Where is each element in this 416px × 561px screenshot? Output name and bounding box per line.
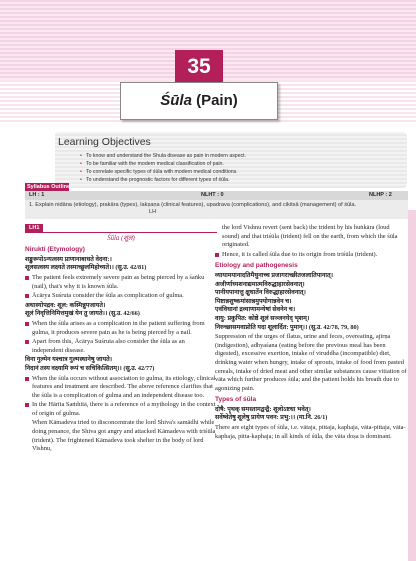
syllabus-item-code: LH [149, 209, 157, 215]
bullet-point: When the śūla occurs without association to gulma, its etiology, clinical features and treatment are described. The above reference clarifies that the śūla is a complication of gulma and an independent disease too. [25, 375, 217, 401]
syllabus-body [25, 200, 408, 219]
bullet-point: Hence, it is called śūla due to its origin from triśūla (trident). [215, 251, 407, 260]
types-heading: Types of śūla [215, 396, 257, 404]
syllabus-item: 1. Explain nidāna (etiology), prakāra (types), lakṣaṇa (clinical features), upadrava (complications), and cikitsā (management) of śūla. [29, 202, 357, 208]
bullet-point: Apart from this, Ācārya Suśruta also consider the śūla as an independent disease. [25, 338, 217, 355]
sanskrit-verse: सर्वेष्वेतेषु शूलेषु प्रायेण पवन: प्रभु:।। (मा.नि. 26/1) [215, 414, 328, 422]
bullet-point: In the Hārīta Saṁhitā, there is a reference of a mythology in the context of origin of gulma. [25, 401, 217, 418]
learning-objectives-title: Learning Objectives [58, 136, 151, 148]
sanskrit-verse: अथास्योपद्रव: शूल: कस्मिन्नुपजायते। [25, 301, 106, 309]
sanskrit-verse: विना गुल्मेन यश्चात्र गुल्मस्थानेषु जायते। [25, 356, 113, 364]
nirukti-heading: Nirukti (Etymology) [25, 246, 85, 254]
sanskrit-verse: पिष्टान्नशुष्कमांसान्नमुपयोगान्नवेन च। [215, 297, 292, 305]
objective-item: • To understand the prognostic factors for different types of śūla. [80, 176, 400, 184]
sanskrit-verse: पानीयपानात्तु क्षुधार्तेन विरुद्धाहारसेवनात्। [215, 289, 306, 297]
syllabus-outline-tab: Syllabus Outline [27, 184, 71, 190]
objective-item: • To be familiar with the modern medical classification of pain. [80, 160, 400, 168]
chapter-title [120, 82, 278, 120]
body-paragraph: the lord Vishnu revert (sent back) the trident by his huṅkāra (loud sound) and that triśūla (trident) fell on the earth, from which the śūla originated. [222, 224, 398, 249]
sanskrit-verse: शूलं निवृत्तिनिमित्तमुखं येन तु जायते।। (सु.उ. 42/66) [25, 310, 140, 318]
page-edge-gutter [408, 210, 416, 561]
bullet-point: The patient feels extremely severe pain as being pierced by a śaṅku (nail), that's why it is known śūla. [25, 274, 217, 291]
bullet-point: Ācārya Suśruta consider the śūla as complication of gulma. [25, 292, 217, 301]
objective-item: • To know and understand the Shula disease as pain in modern aspect. [80, 152, 400, 160]
sanskrit-verse: दोषै: पृथक् समस्तामद्वन्द्वै: शूलोऽष्टधा भवेत्। [215, 405, 311, 413]
bullet-point: When the śūla arises as a complication in the patient suffering from gulma, it produces severe pain as he is being pierced by a nail. [25, 320, 217, 337]
chapter-number: 35 [175, 50, 223, 84]
sanskrit-verse: व्यायामयानादतिमैथुनाच्च प्रजागराच्छीतजलातिपानात्। [215, 271, 334, 279]
syllabus-lh: LH : 1 [29, 192, 45, 198]
body-paragraph: When Kāmadeva tried to disconcentrate the lord Shiva's samādhi while doing penance, the Shiva got angry and attacked Kāmadeva with triśūla (trident). The frightened Kāmadeva took shelter in the body of lord Vishnu, [32, 419, 216, 453]
lh1-rule [25, 232, 217, 233]
objective-item: • To correlate specific types of śūla with modern medical conditions. [80, 168, 400, 176]
left-column [25, 224, 217, 454]
chapter-title-italic: Śūla [160, 92, 192, 109]
syllabus-nlhp: NLHP : 2 [369, 192, 392, 198]
sanskrit-verse: शङ्कुरूपोऽन्यत्वस्य प्राणानाबाधते वेदना:। [25, 255, 112, 263]
sanskrit-verse: निदानं तस्य वक्ष्यामि रूपं च सचिकित्सितम्।। (सु.उ. 42/77) [25, 364, 155, 372]
section-title-shula: Śūla (शूल) [107, 234, 135, 242]
chapter-title-rest: (Pain) [191, 92, 238, 109]
sanskrit-verse: निरुच्छासमवाप्नोति यदा शूलार्दित: पुमान्।। (सु.उ. 42/78, 79, 80) [215, 323, 359, 331]
learning-objectives-list [80, 152, 400, 184]
sanskrit-verse: एवंविधानां द्रव्याणामन्येषां सेवनेन च। [215, 306, 296, 314]
sanskrit-verse: वायु: प्रकुपित: कोष्ठे शूलं सञ्जनयेद् भृशम्। [215, 314, 310, 322]
etiology-heading: Etiology and pathogenesis [215, 262, 298, 270]
syllabus-nlht: NLHT : 0 [201, 192, 224, 198]
body-paragraph: Suppression of the urges of flatus, urine and feces, overeating, ajīrṇa (indigestion), adhyaśana (eating before the previous meal has been digested), excessive exertion, intake of viruddha (incompatible) diet, drinking water when hungry, intake of sprouts, intake of food from pasted cereals, intake of dried meat and other similar substances cause vitiation of vāta which further produces śūla; and the patient holds his breath due to agonizing pain. [215, 333, 407, 392]
body-paragraph: There are eight types of śūla, i.e. vātaja, pittaja, kaphaja, vāta-pittaja, vāta-kaphaja, pitta-kaphaja; in all kinds of śūla, the vāta doṣa is dominant. [215, 424, 406, 440]
lh1-tab: LH1 [25, 224, 43, 232]
syllabus-hours-bar [25, 191, 408, 200]
sanskrit-verse: शूलसत्वस्य लक्ष्यते तस्माच्छूलमिहोच्यते।। (सु.उ. 42/81) [25, 264, 147, 272]
sanskrit-verse: अजीर्णाध्यशनाद्यमात्मविरुद्धाहारसेवनात्। [215, 280, 305, 288]
right-column [215, 224, 407, 441]
